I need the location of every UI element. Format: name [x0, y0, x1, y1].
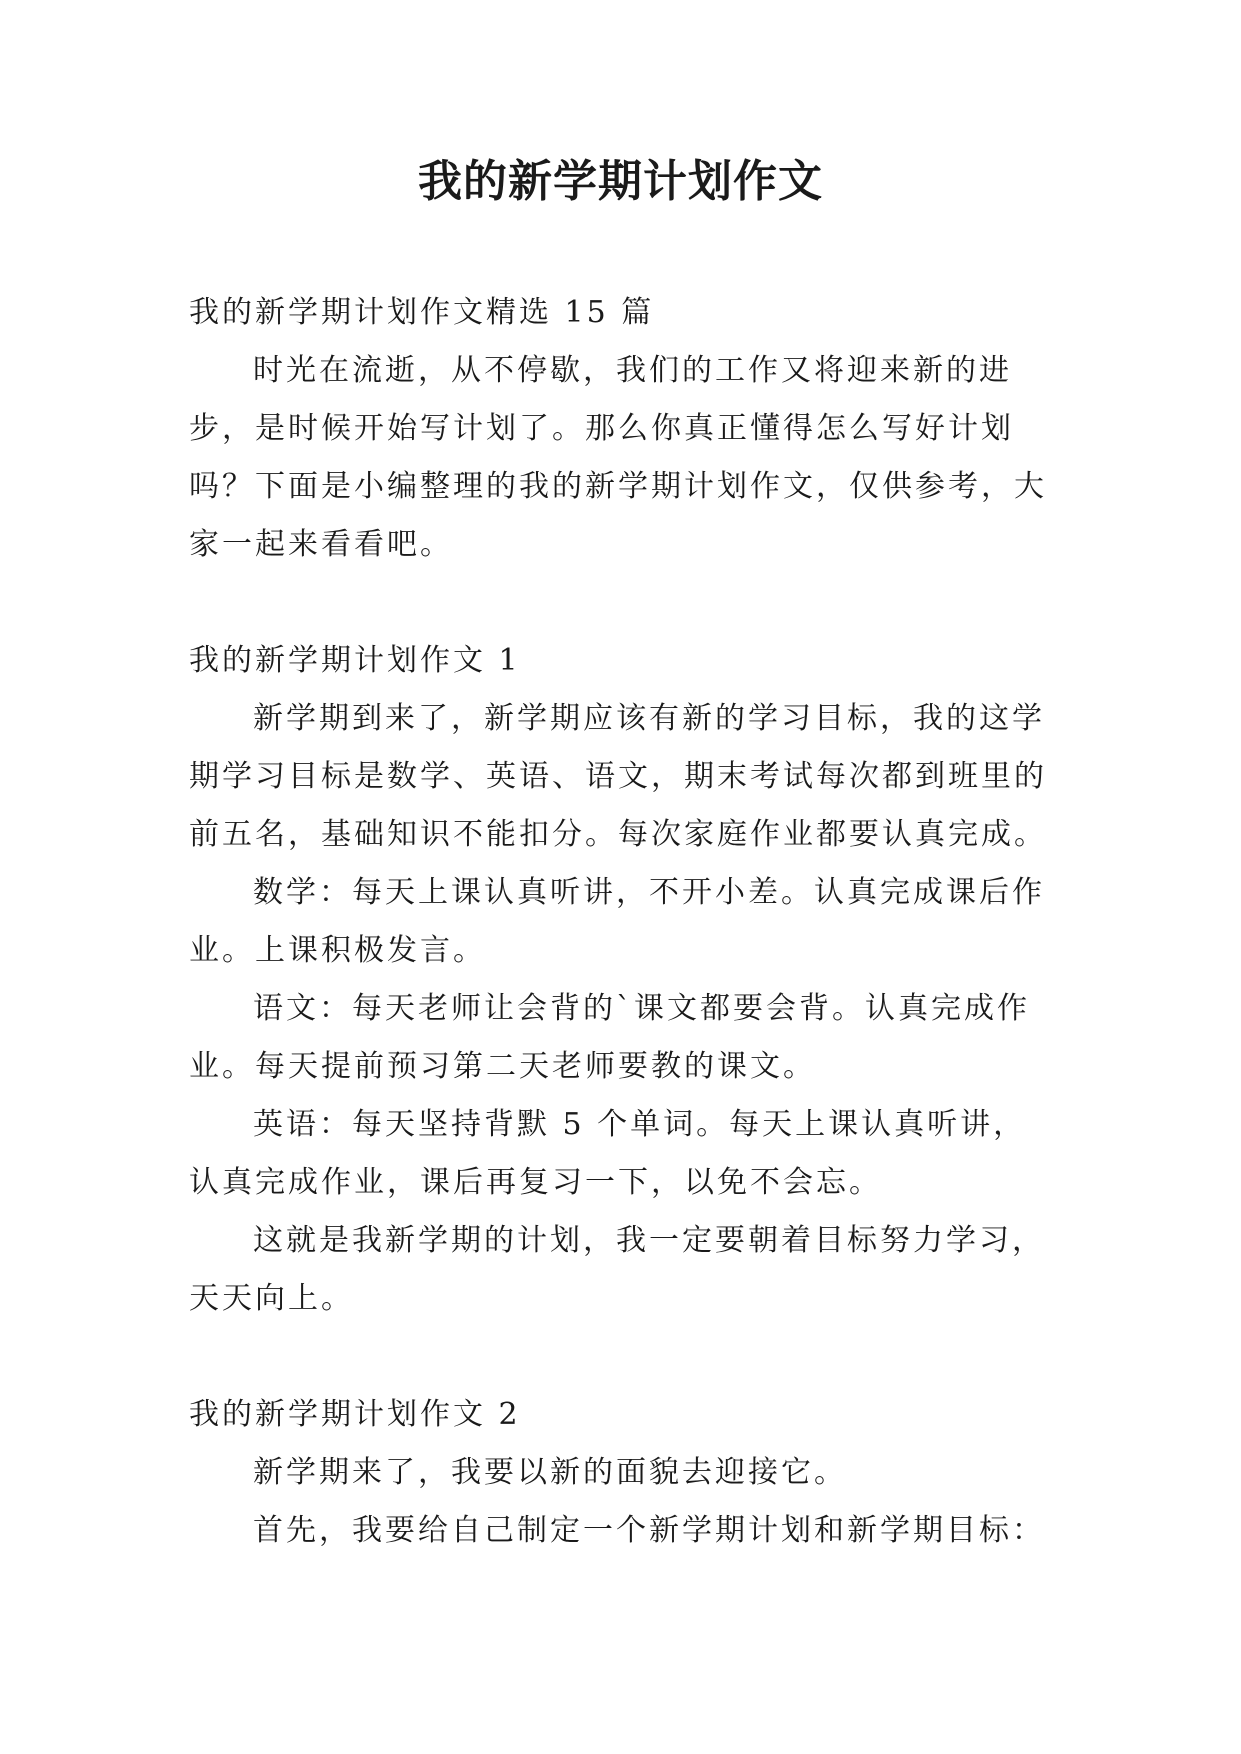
- section-paragraph: 新学期来了，我要以新的面貌去迎接它。: [253, 1455, 847, 1490]
- essay-section-1: [189, 632, 1049, 1328]
- section-paragraph: 这就是我新学期的计划，我一定要朝着目标努力学习，天天向上。: [189, 1223, 1045, 1316]
- section-paragraph: 首先，我要给自己制定一个新学期计划和新学期目标：: [253, 1513, 1045, 1548]
- essay-section-2: [189, 1386, 1049, 1560]
- section-spacer: [189, 1328, 1049, 1386]
- section-paragraph: 数学：每天上课认真听讲，不开小差。认真完成课后作业。上课积极发言。: [189, 875, 1045, 968]
- document-body: [189, 284, 1049, 1560]
- document-title: 我的新学期计划作文: [418, 156, 823, 207]
- section-paragraph: 新学期到来了，新学期应该有新的学习目标，我的这学期学习目标是数学、英语、语文，期末考试每次都到班里的前五名，基础知识不能扣分。每次家庭作业都要认真完成。: [189, 701, 1047, 852]
- document-subtitle: 我的新学期计划作文精选 15 篇: [189, 295, 655, 330]
- section-spacer: [189, 574, 1049, 632]
- section-heading: 我的新学期计划作文 1: [189, 643, 521, 678]
- intro-paragraph: 时光在流逝，从不停歇，我们的工作又将迎来新的进步，是时候开始写计划了。那么你真正懂得怎么写好计划吗？下面是小编整理的我的新学期计划作文，仅供参考，大家一起来看看吧。: [189, 353, 1047, 562]
- section-heading: 我的新学期计划作文 2: [189, 1397, 521, 1432]
- section-paragraph: 英语：每天坚持背默 5 个单词。每天上课认真听讲，认真完成作业，课后再复习一下，以免不会忘。: [189, 1107, 1027, 1200]
- section-paragraph: 语文：每天老师让会背的`课文都要会背。认真完成作业。每天提前预习第二天老师要教的课文。: [189, 991, 1030, 1084]
